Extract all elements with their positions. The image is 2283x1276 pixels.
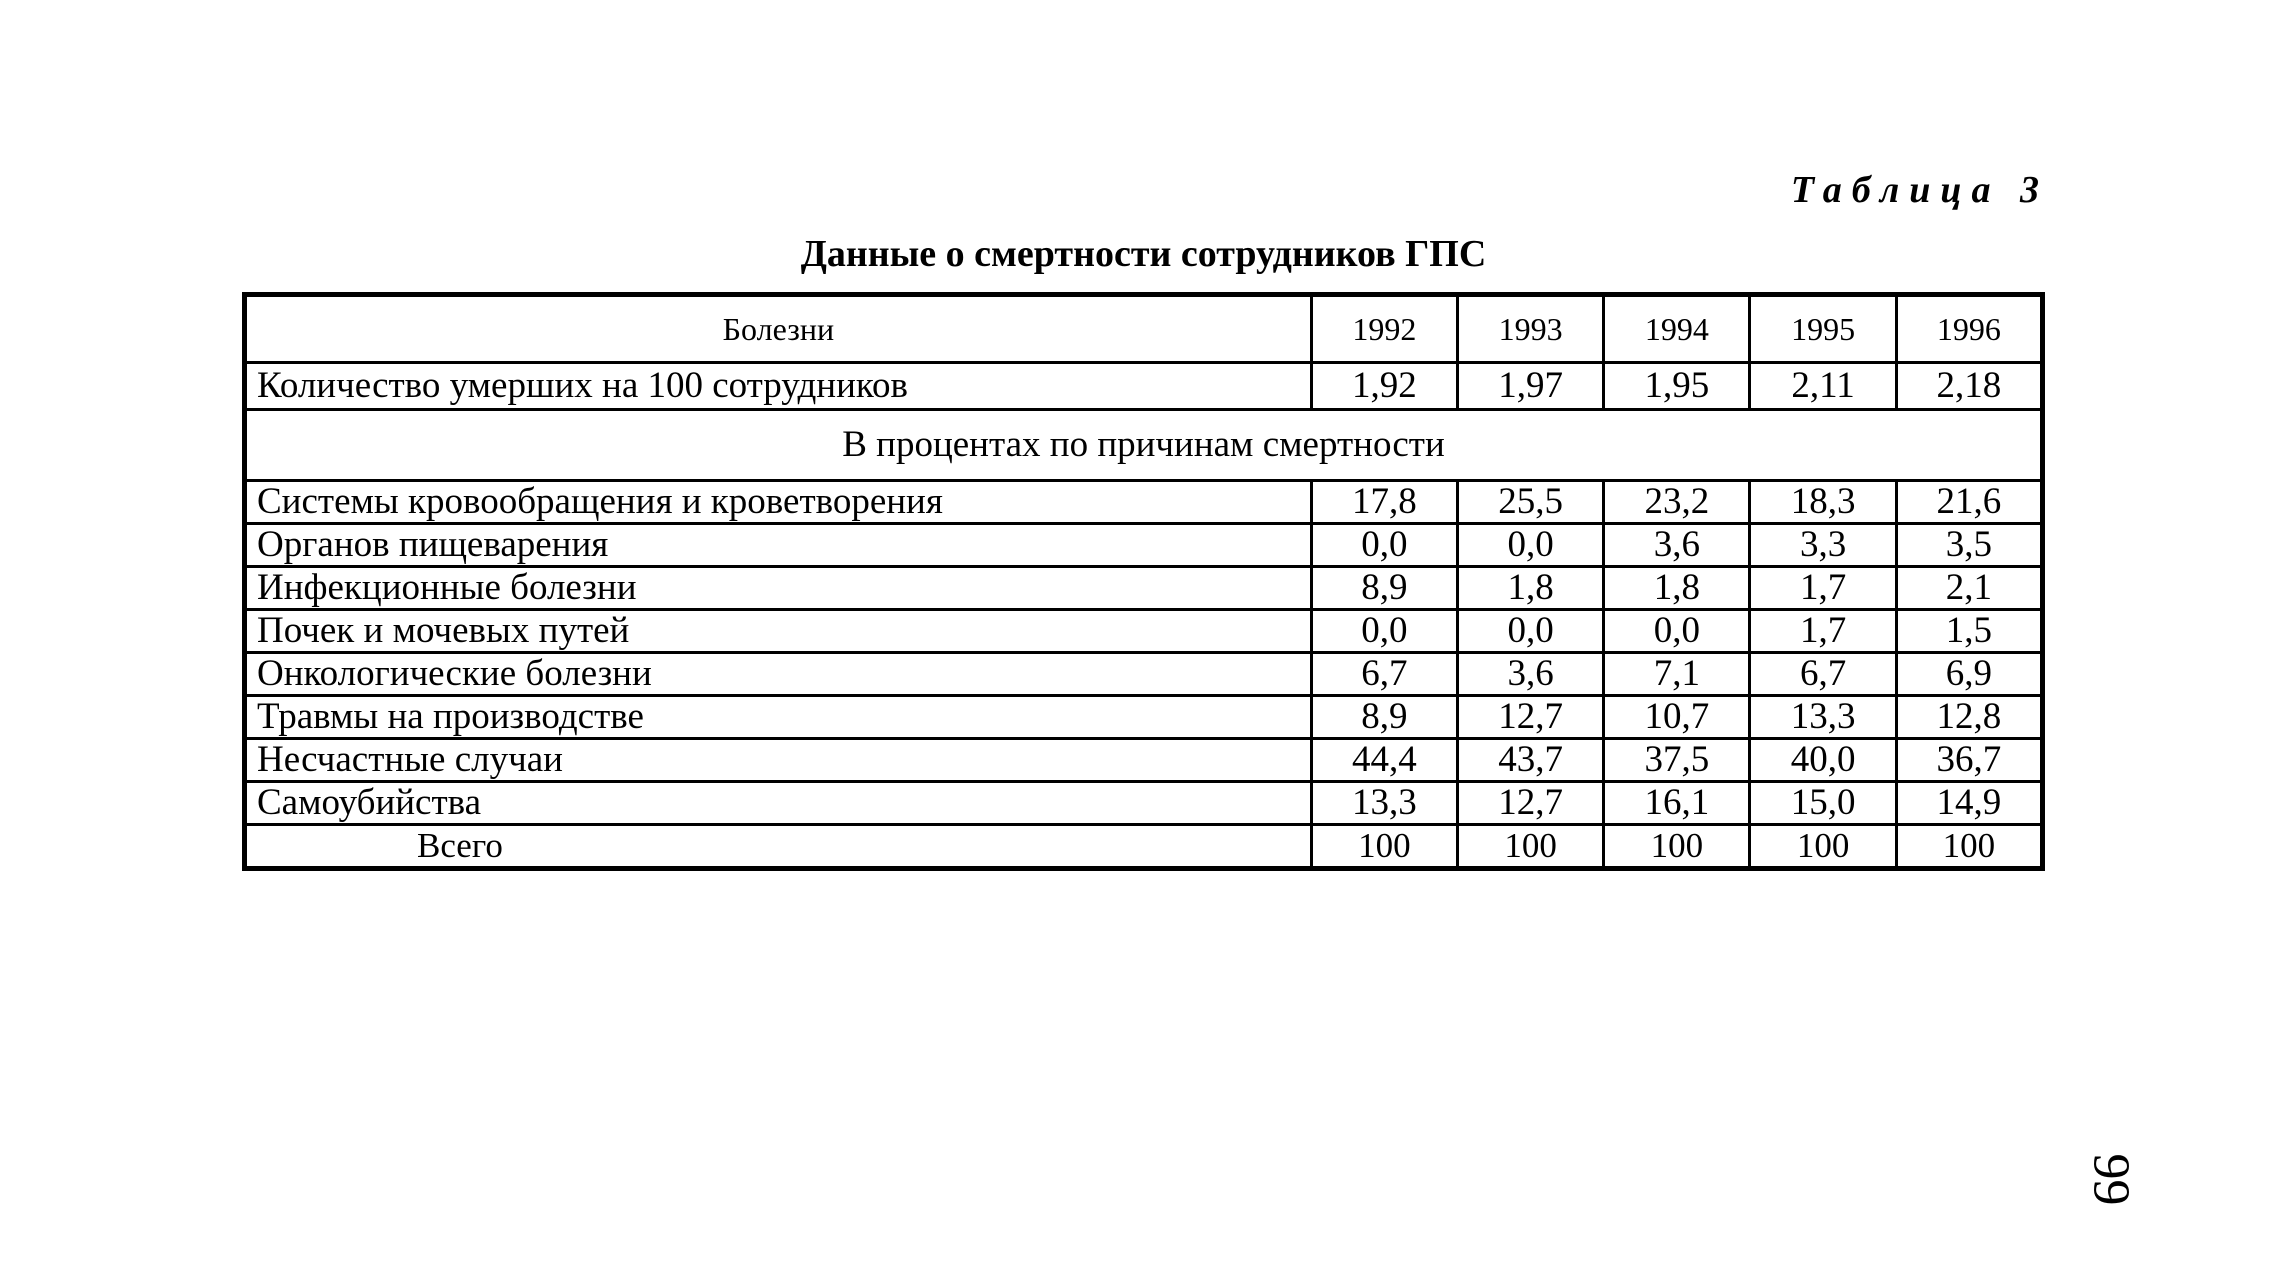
cell-value: 7,1 [1604,653,1750,696]
cell-value: 0,0 [1604,610,1750,653]
count-row [245,363,2043,410]
cell-value: 1,8 [1604,567,1750,610]
table-title: Данные о смертности сотрудников ГПС [800,233,1487,275]
cell-value: 12,7 [1458,782,1604,825]
cell-value: 40,0 [1750,739,1896,782]
cell-value: 23,2 [1604,481,1750,524]
cell-value: 36,7 [1896,739,2042,782]
cell-value: 18,3 [1750,481,1896,524]
cell-value: 0,0 [1458,524,1604,567]
cell-value: 0,0 [1458,610,1604,653]
cell-value: 1,7 [1750,567,1896,610]
page-number: 99 [2082,1153,2140,1206]
section-row [245,410,2043,481]
cell-value: 100 [1750,825,1896,869]
cell-value: 6,9 [1896,653,2042,696]
cell-value: 3,3 [1750,524,1896,567]
header-year: 1996 [1896,295,2042,363]
total-row [245,825,2043,869]
cell-value: 13,3 [1311,782,1457,825]
table-row [245,653,2043,696]
table-row [245,739,2043,782]
cell-value: 15,0 [1750,782,1896,825]
cell-value: 2,1 [1896,567,2042,610]
cell-value: 10,7 [1604,696,1750,739]
cell-value: 17,8 [1311,481,1457,524]
table-row [245,567,2043,610]
cell-value: 0,0 [1311,524,1457,567]
cell-value: 14,9 [1896,782,2042,825]
cell-value: 100 [1604,825,1750,869]
cell-value: 12,8 [1896,696,2042,739]
cell-value: 6,7 [1311,653,1457,696]
cell-value: 43,7 [1458,739,1604,782]
table-row [245,782,2043,825]
cell-value: 21,6 [1896,481,2042,524]
cell-value: 6,7 [1750,653,1896,696]
header-year: 1995 [1750,295,1896,363]
cell-value: 1,7 [1750,610,1896,653]
row-label: Травмы на производстве [245,696,1312,739]
cell-value: 100 [1896,825,2042,869]
cell-value: 8,9 [1311,567,1457,610]
cell-value: 1,97 [1458,363,1604,410]
cell-value: 13,3 [1750,696,1896,739]
mortality-table [242,292,2045,871]
row-label: Онкологические болезни [245,653,1312,696]
row-label: Органов пищеварения [245,524,1312,567]
cell-value: 3,6 [1458,653,1604,696]
row-label: Инфекционные болезни [245,567,1312,610]
cell-value: 100 [1311,825,1457,869]
cell-value: 1,92 [1311,363,1457,410]
row-label: Всего [245,825,1312,869]
cell-value: 25,5 [1458,481,1604,524]
cell-value: 2,18 [1896,363,2042,410]
row-label: Системы кровообращения и кроветворения [245,481,1312,524]
section-label: В процентах по причинам смертности [245,410,2043,481]
cell-value: 3,5 [1896,524,2042,567]
cell-value: 2,11 [1750,363,1896,410]
header-year: 1992 [1311,295,1457,363]
cell-value: 3,6 [1604,524,1750,567]
row-label: Количество умерших на 100 сотрудников [245,363,1312,410]
cell-value: 37,5 [1604,739,1750,782]
cell-value: 100 [1458,825,1604,869]
header-diseases: Болезни [245,295,1312,363]
header-row [245,295,2043,363]
cell-value: 12,7 [1458,696,1604,739]
table-number-label: Таблица 3 [1790,169,2049,211]
table-row [245,696,2043,739]
row-label: Несчастные случаи [245,739,1312,782]
header-year: 1993 [1458,295,1604,363]
cell-value: 44,4 [1311,739,1457,782]
table-row [245,481,2043,524]
table-row [245,524,2043,567]
cell-value: 1,8 [1458,567,1604,610]
cell-value: 8,9 [1311,696,1457,739]
row-label: Почек и мочевых путей [245,610,1312,653]
cell-value: 1,5 [1896,610,2042,653]
header-year: 1994 [1604,295,1750,363]
cell-value: 16,1 [1604,782,1750,825]
table-row [245,610,2043,653]
row-label: Самоубийства [245,782,1312,825]
cell-value: 0,0 [1311,610,1457,653]
cell-value: 1,95 [1604,363,1750,410]
